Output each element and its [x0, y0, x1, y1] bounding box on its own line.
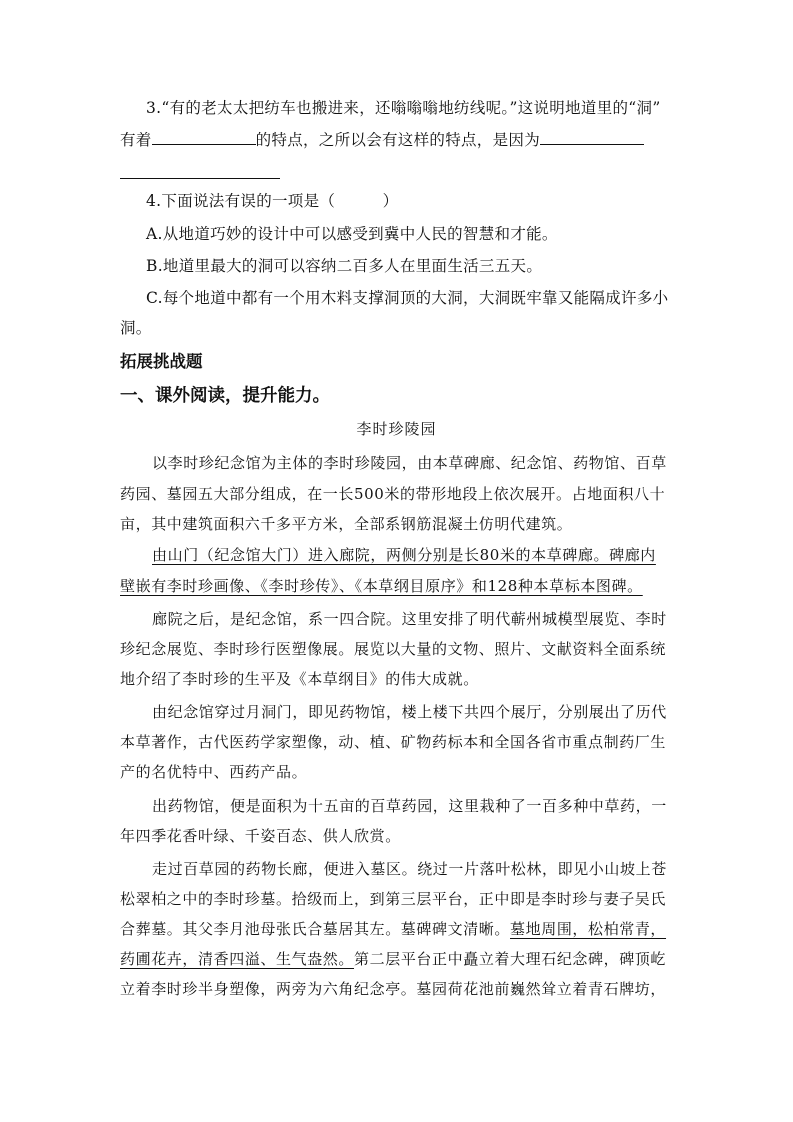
- q4-option-b: B.地道里最大的洞可以容纳二百多人在里面生活三五天。: [146, 257, 543, 275]
- passage-p6-line5: 立着李时珍半身塑像，两旁为六角纪念亭。墓园荷花池前巍然耸立着青石牌坊，: [120, 980, 667, 998]
- passage-p4-line3: 产的名优特中、西药产品。: [120, 763, 308, 781]
- q4-option-a: A.从地道巧妙的设计中可以感受到冀中人民的智慧和才能。: [146, 225, 558, 243]
- passage-p6-line4: [120, 948, 666, 969]
- passage-p4-line1: 由纪念馆穿过月洞门，即见药物馆，楼上楼下共四个展厅，分别展出了历代: [152, 703, 667, 721]
- q4-option-c-line1: C.每个地道中都有一个用木料支撑洞顶的大洞，大洞既牢靠又能隔成许多小: [146, 289, 669, 307]
- passage-p4-line2: 本草著作，古代医药学家塑像，动、植、矿物药标本和全国各省市重点制药厂生: [120, 733, 667, 751]
- passage-p3-line3: 地介绍了李时珍的生平及《本草纲目》的伟大成就。: [120, 670, 479, 688]
- answer-blank-3-row: [120, 162, 280, 183]
- answer-blank-2[interactable]: [540, 128, 644, 145]
- q4-stem: 4.下面说法有误的一项是（ ）: [146, 192, 399, 210]
- answer-blank-3[interactable]: [120, 162, 280, 179]
- passage-p2-line2: 壁嵌有李时珍画像、《李时珍传》、《本草纲目原序》和128种本草标本图碑。: [120, 577, 643, 595]
- passage-p6-line3-plain: 合葬墓。其父李月池母张氏合墓居其左。墓碑碑文清晰。: [120, 920, 511, 938]
- passage-p6-line3-underlined: 墓地周围，松柏常青，: [510, 920, 667, 938]
- passage-p6-line4-underlined: 药圃花卉，清香四溢、生气盎然。: [120, 950, 355, 968]
- passage-p3-line2: 珍纪念展览、李时珍行医塑像展。展览以大量的文物、照片、文献资料全面系统: [120, 640, 667, 658]
- passage-title: 李时珍陵园: [356, 420, 437, 438]
- passage-p6-line4-plain: 第二层平台正中矗立着大理石纪念碑，碑顶屹: [354, 950, 667, 968]
- passage-p5-line2: 年四季花香叶绿、千姿百态、供人欣赏。: [120, 827, 401, 845]
- passage-p6-line1: 走过百草园的药物长廊，便进入墓区。绕过一片落叶松林，即见小山坡上苍: [152, 860, 667, 878]
- passage-p5-line1: 出药物馆，便是面积为十五亩的百草药园，这里栽种了一百多种中草药，一: [152, 797, 667, 815]
- q4-option-c-line2: 洞。: [120, 319, 152, 337]
- passage-p2-line1: 由山门（纪念馆大门）进入廊院，两侧分别是长80米的本草碑廊。碑廊内: [152, 546, 656, 564]
- section-sub-heading: 一、课外阅读，提升能力。: [120, 386, 330, 406]
- answer-blank-1[interactable]: [152, 128, 256, 145]
- passage-p1-line3: 亩，其中建筑面积六千多平方米，全部系钢筋混凝土仿明代建筑。: [120, 515, 573, 533]
- passage-p1-line1: 以李时珍纪念馆为主体的李时珍陵园，由本草碑廊、纪念馆、药物馆、百草: [152, 454, 667, 472]
- passage-p1-line2: 药园、墓园五大部分组成，在一长500米的带形地段上依次展开。占地面积八十: [120, 485, 666, 503]
- passage-p3-line1: 廊院之后，是纪念馆，系一四合院。这里安排了明代蕲州城模型展览、李时: [152, 610, 667, 628]
- q3-text-b: 的特点，之所以会有这样的特点，是因为: [255, 131, 541, 149]
- section-heading: 拓展挑战题: [120, 352, 203, 371]
- q3-line2: [120, 128, 644, 150]
- q3-text-a: 有着: [120, 131, 152, 149]
- passage-p6-line3: [120, 918, 666, 939]
- passage-p6-line2: 松翠柏之中的李时珍墓。拾级而上，到第三层平台，正中即是李时珍与妻子吴氏: [120, 890, 667, 908]
- q3-line1: 3.“有的老太太把纺车也搬进来，还嗡嗡嗡地纺线呢。”这说明地道里的“洞”: [146, 99, 661, 117]
